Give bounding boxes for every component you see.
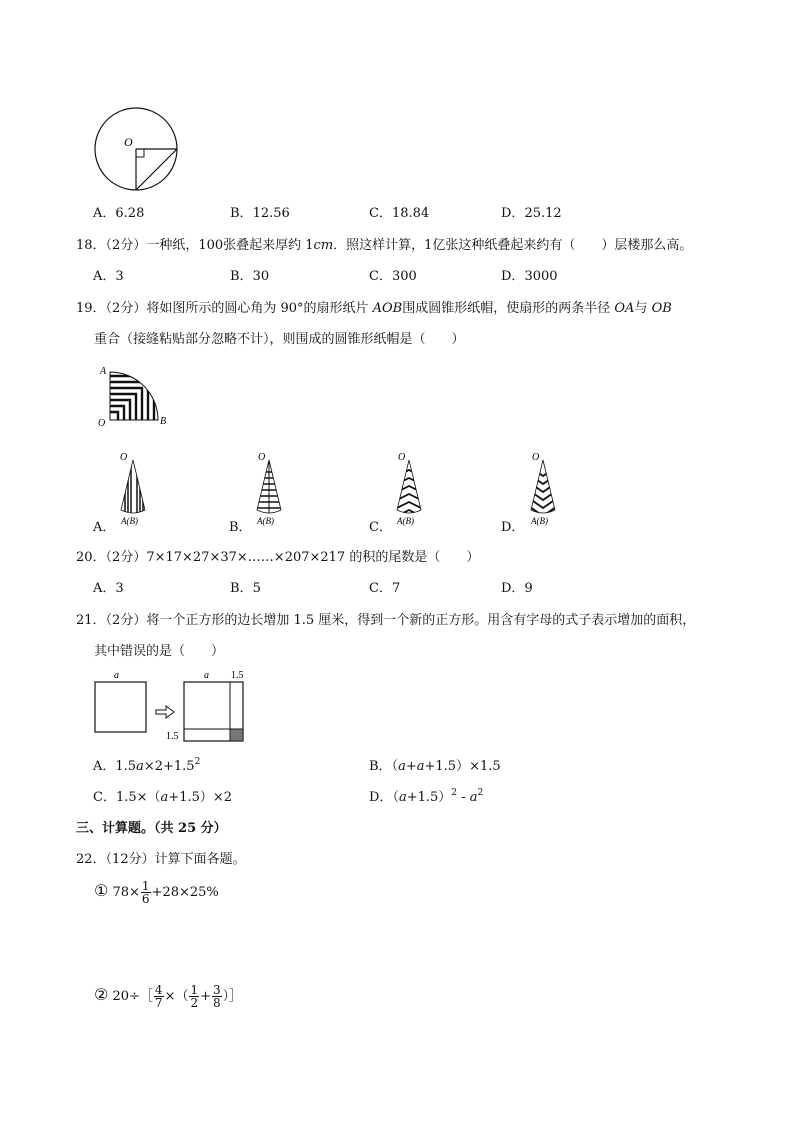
q19-option-d[interactable] (501, 450, 561, 535)
right-arrow-icon (156, 706, 174, 718)
q17-option-b[interactable]: B．12.56 (230, 206, 290, 221)
q18-option-c[interactable]: C．300 (369, 269, 417, 284)
q17-option-d[interactable]: D．25.12 (501, 206, 562, 221)
q20-option-d[interactable]: D．9 (501, 581, 533, 596)
q19-stem-line2: 重合（接缝粘贴部分忽略不计），则围成的圆锥形纸帽是（ ） (94, 332, 465, 347)
q19-label-a: A (100, 366, 107, 377)
q19-option-c[interactable] (369, 450, 429, 535)
q18-stem: 18．（2分）一种纸，100张叠起来厚约 1cm．照这样计算，1亿张这种纸叠起来约有（ ）层楼那么高。 (76, 238, 693, 253)
svg-text:O: O (398, 452, 406, 463)
q19-option-a-label: A． (93, 520, 116, 535)
svg-text:A(B): A(B) (531, 516, 548, 526)
svg-text:A(B): A(B) (257, 516, 274, 526)
q17-circle-figure (92, 104, 184, 196)
q21-stem: 21．（2分）将一个正方形的边长增加 1.5 厘米，得到一个新的正方形。用含有字母的式子表示增加的面积， (76, 613, 696, 628)
q21-label-15-left: 1.5 (166, 731, 179, 742)
q22-stem: 22．（12分）计算下面各题。 (76, 852, 246, 867)
q20-option-b[interactable]: B．5 (230, 581, 261, 596)
q21-square-figure (90, 668, 250, 748)
q18-option-b[interactable]: B．30 (230, 269, 270, 284)
q19-stem: 19．（2分）将如图所示的圆心角为 90°的扇形纸片 AOB围成圆锥形纸帽，使扇形的两条半径 OA与 OB (76, 301, 672, 316)
cone-d-icon (523, 450, 563, 526)
q19-label-o: O (98, 418, 106, 428)
q18-option-a[interactable]: A．3 (93, 269, 124, 284)
q20-option-a[interactable]: A．3 (93, 581, 124, 596)
q19-option-c-label: C． (369, 520, 392, 535)
q20-option-c[interactable]: C．7 (369, 581, 401, 596)
cone-c-icon (389, 450, 429, 526)
fraction-3-8: $\frac{3}{8}$ (213, 983, 221, 1010)
circled-two-marker: ② (94, 985, 109, 1004)
fraction-1-6: $\frac{1}{6}$ (141, 879, 150, 906)
q22-item-1: ① 78× $\frac{1}{6}$ +28×25% (94, 879, 219, 906)
circled-one-marker: ① (94, 881, 109, 900)
q17-center-label: O (124, 135, 133, 149)
q18-option-d[interactable]: D．3000 (501, 269, 558, 284)
q21-option-d[interactable]: D．$(a+1.5)^2 - a^2$ (369, 788, 484, 805)
cone-b-icon (249, 450, 289, 526)
q21-label-a2: a (204, 670, 209, 681)
svg-text:O: O (258, 452, 266, 463)
q21-label-15-top: 1.5 (231, 670, 244, 681)
q19-option-a[interactable] (93, 450, 153, 535)
q21-label-a: a (114, 670, 119, 681)
svg-text:O: O (532, 452, 540, 463)
cone-a-icon (113, 450, 153, 526)
fraction-1-2: $\frac{1}{2}$ (190, 983, 199, 1010)
q21-option-c[interactable]: C．1.5×（a+1.5）×2 (93, 790, 233, 805)
q19-option-d-label: D． (501, 520, 525, 535)
section-3-title: 三、计算题。（共 25 分） (76, 821, 227, 836)
q19-label-b: B (160, 416, 167, 427)
q22-item-2: ② 20÷［ $\frac{4}{7}$ ×（ $\frac{1}{2}$ + $\frac{3}{8}$ ）］ (94, 983, 243, 1010)
q19-option-b-label: B． (229, 520, 252, 535)
fraction-4-7: $\frac{4}{7}$ (154, 983, 163, 1010)
svg-text:O: O (120, 452, 128, 463)
q20-stem: 20．（2分）7×17×27×37×……×207×217 的积的尾数是（ ） (76, 550, 480, 565)
q17-option-a[interactable]: A．6.28 (93, 206, 145, 221)
svg-text:A(B): A(B) (121, 516, 138, 526)
q21-option-a[interactable]: A．$1.5a\times 2+1.5^2$ (93, 757, 201, 774)
q19-sector-figure (96, 362, 176, 428)
svg-text:A(B): A(B) (397, 516, 414, 526)
q19-option-b[interactable] (229, 450, 289, 535)
q21-option-b[interactable]: B．（a+a+1.5）×1.5 (369, 759, 501, 774)
q21-stem-line2: 其中错误的是（ ） (94, 644, 225, 659)
q17-option-c[interactable]: C．18.84 (369, 206, 430, 221)
